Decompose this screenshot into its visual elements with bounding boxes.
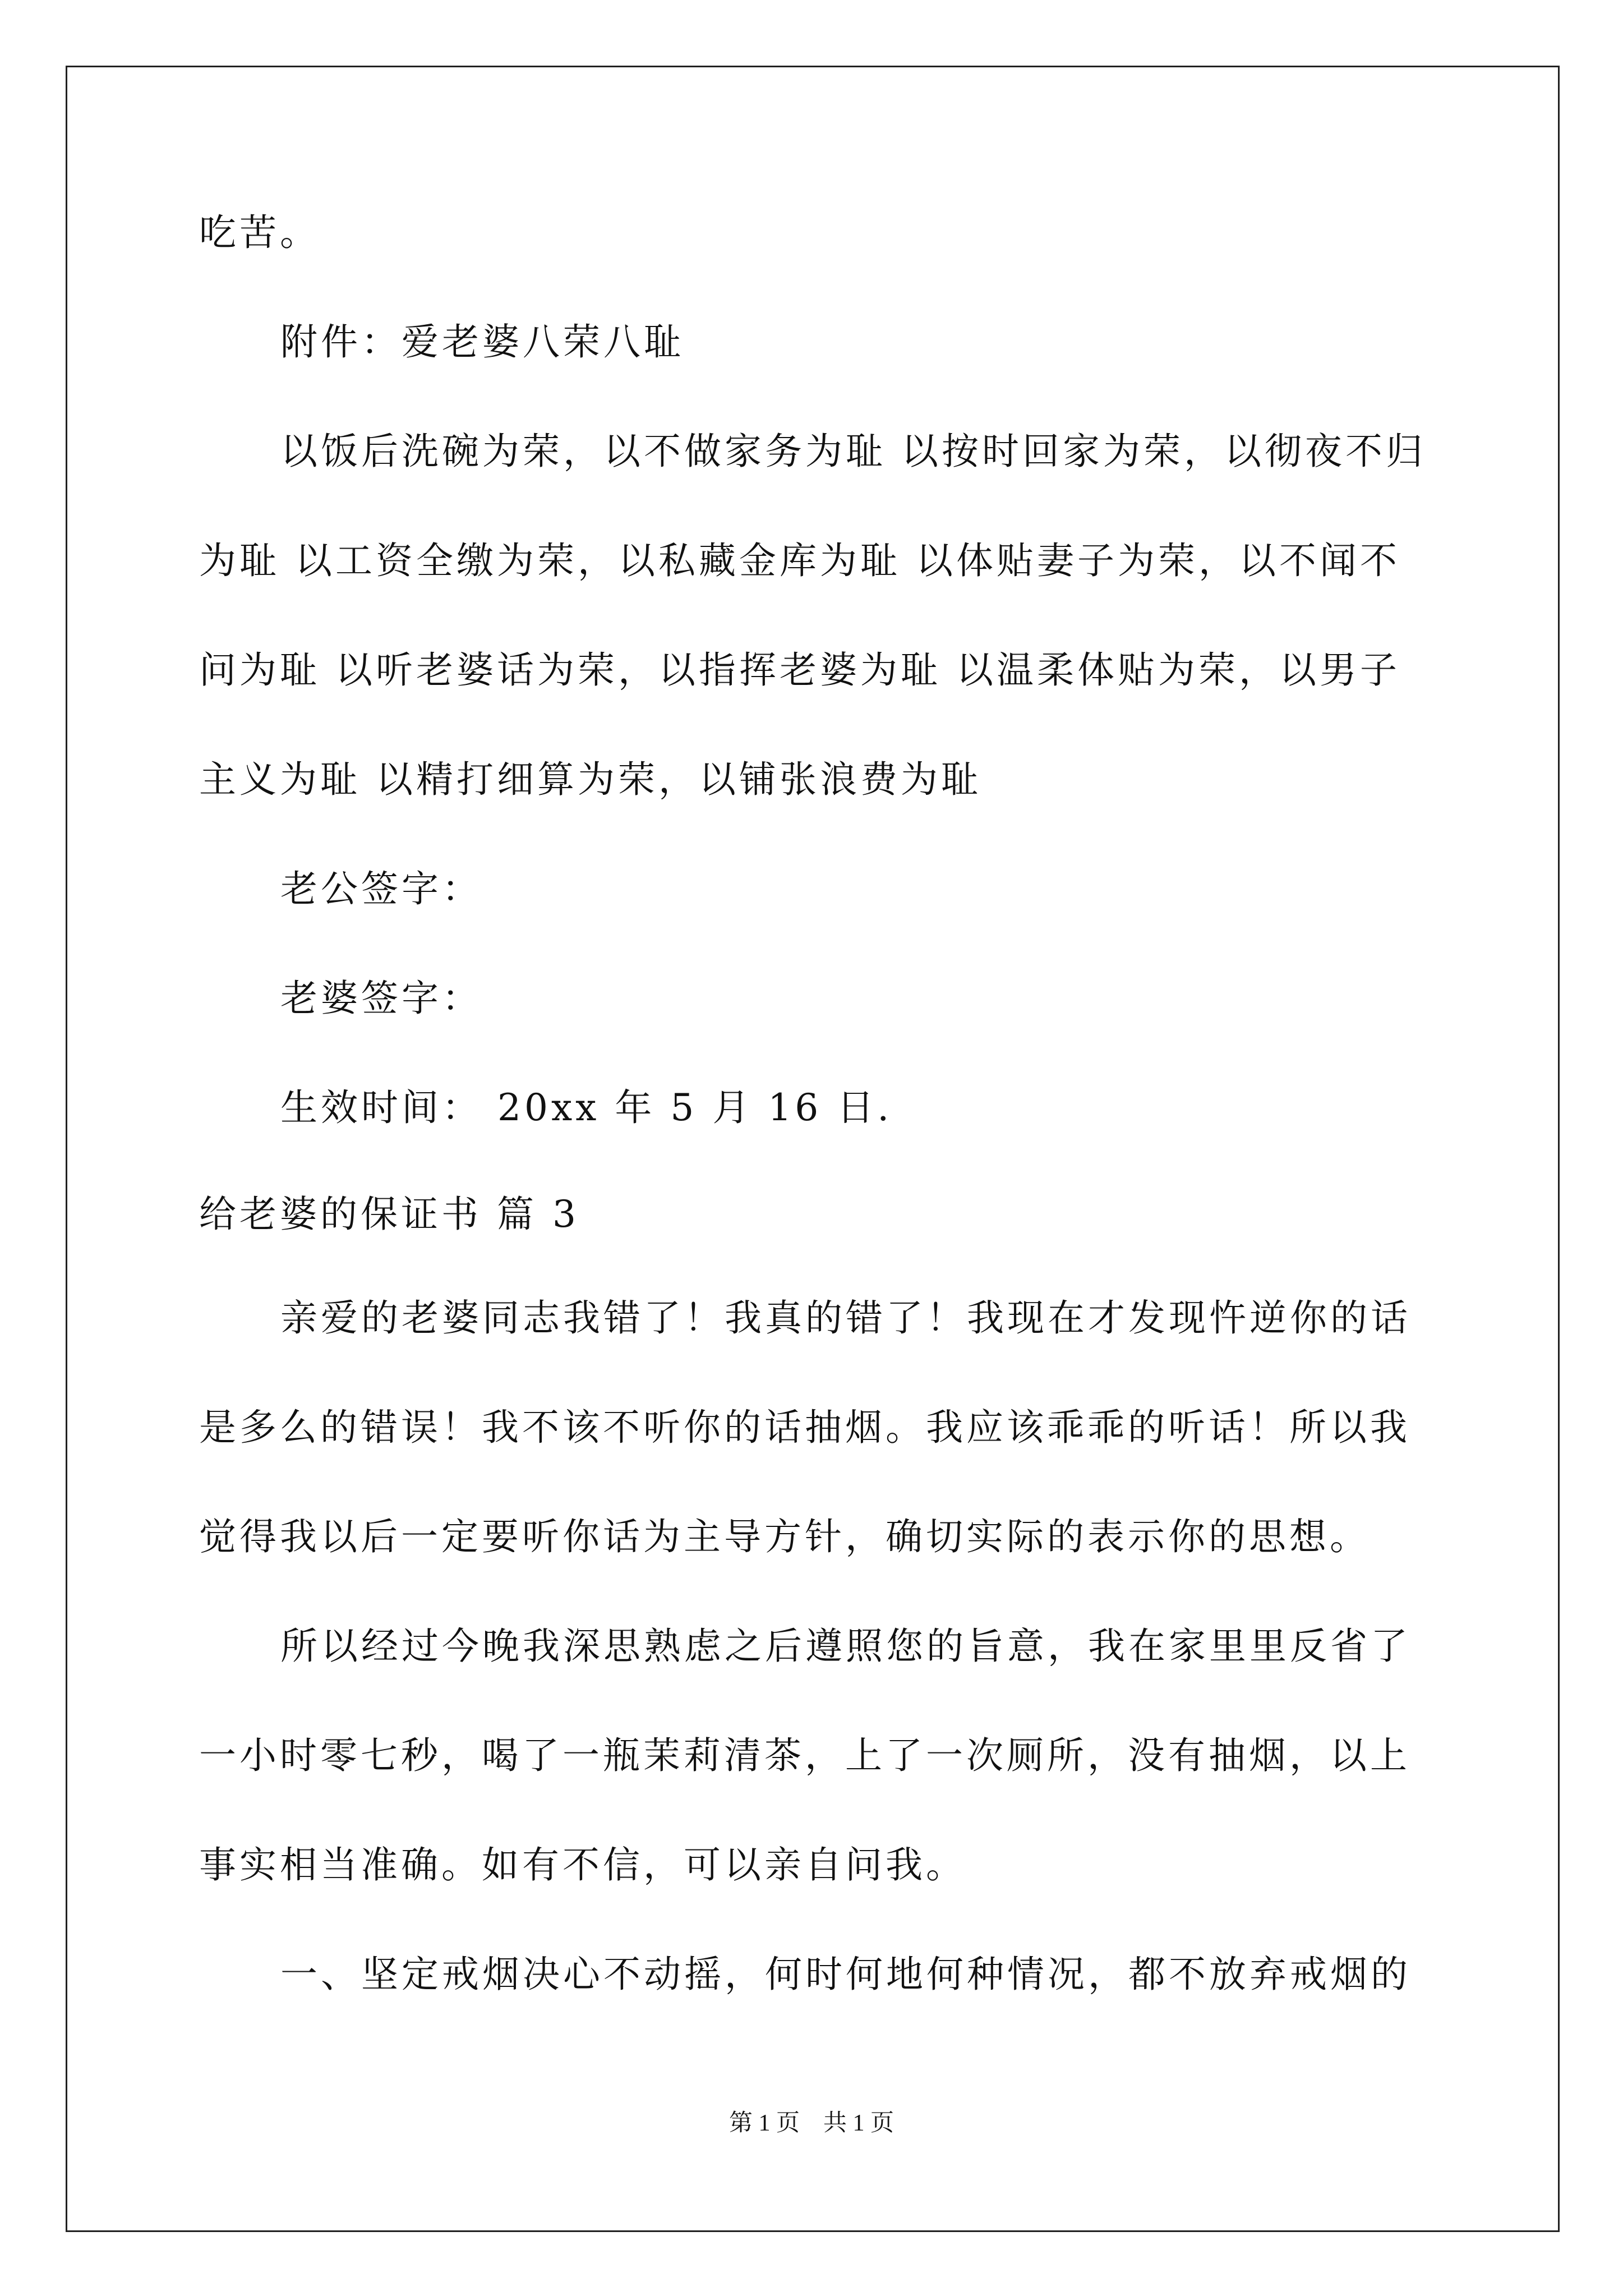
page-border (66, 66, 1560, 2232)
paragraph-line: 一小时零七秒，喝了一瓶茉莉清茶，上了一次厕所，没有抽烟，以上 (199, 1734, 1410, 1777)
paragraph-line: 为耻 以工资全缴为荣，以私藏金库为耻 以体贴妻子为荣，以不闻不 (199, 539, 1400, 582)
paragraph-line: 一、坚定戒烟决心不动摇，何时何地何种情况，都不放弃戒烟的 (280, 1953, 1411, 1996)
paragraph-line: 事实相当准确。如有不信，可以亲自问我。 (199, 1843, 966, 1887)
effective-date: 生效时间： 20xx 年 5 月 16 日. (280, 1086, 893, 1129)
paragraph-line: 是多么的错误！我不该不听你的话抽烟。我应该乖乖的听话！所以我 (199, 1406, 1410, 1449)
paragraph-line: 问为耻 以听老婆话为荣，以指挥老婆为耻 以温柔体贴为荣，以男子 (199, 648, 1400, 692)
paragraph-line: 觉得我以后一定要听你话为主导方针，确切实际的表示你的思想。 (199, 1515, 1370, 1558)
paragraph-line: 亲爱的老婆同志我错了！我真的错了！我现在才发现忤逆你的话 (280, 1296, 1411, 1340)
section-heading: 给老婆的保证书 篇 3 (199, 1193, 579, 1236)
paragraph-line: 以饭后洗碗为荣，以不做家务为耻 以按时回家为荣，以彻夜不归 (280, 430, 1426, 473)
attachment-title: 附件：爱老婆八荣八耻 (280, 320, 684, 364)
husband-signature-label: 老公签字： (280, 867, 482, 910)
paragraph-line: 主义为耻 以精打细算为荣，以铺张浪费为耻 (199, 758, 981, 801)
page-number: 第 1 页 共 1 页 (728, 2110, 894, 2136)
paragraph-line: 吃苦。 (199, 211, 320, 254)
paragraph-line: 所以经过今晚我深思熟虑之后遵照您的旨意，我在家里里反省了 (280, 1625, 1411, 1668)
wife-signature-label: 老婆签字： (280, 977, 482, 1020)
